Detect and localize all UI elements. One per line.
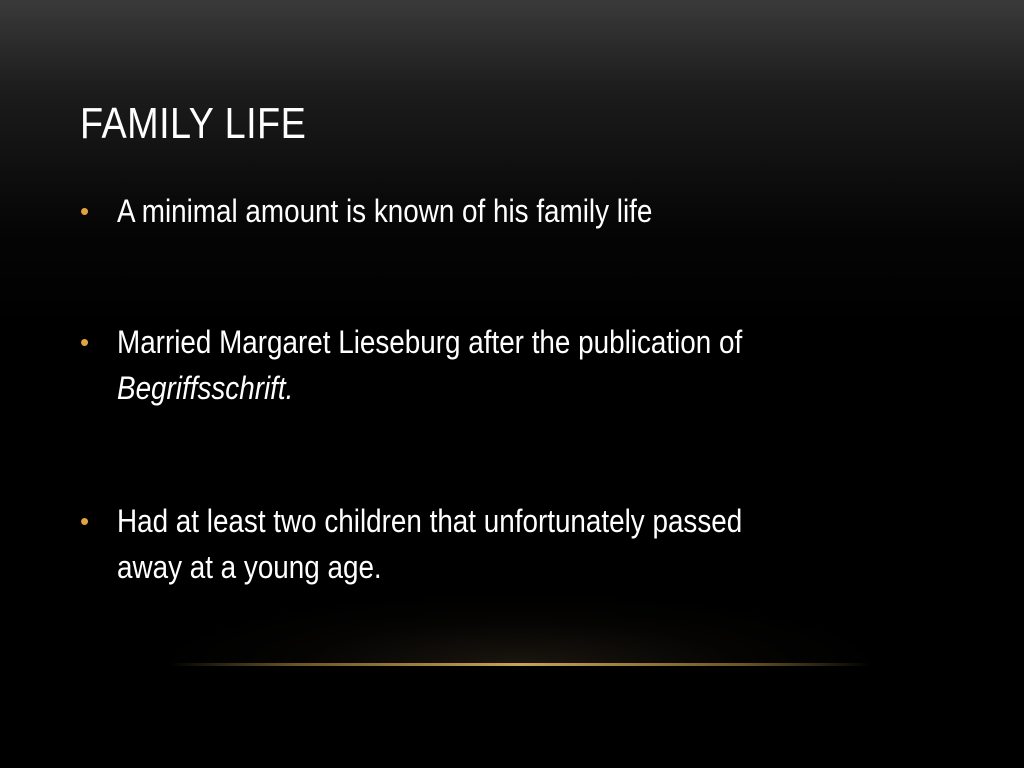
bullet-text-line: Married Margaret Lieseburg after the publication of — [117, 324, 743, 360]
bullet-marker: • — [80, 196, 90, 226]
bullet-text-line: away at a young age. — [117, 549, 382, 585]
bullet-marker: • — [80, 327, 90, 357]
bullet-text — [117, 319, 865, 411]
bullet-text-line: A minimal amount is known of his family life — [117, 193, 653, 229]
bullet-text-italic-line: Begriffsschrift. — [117, 370, 294, 406]
slide-title: FAMILY LIFE — [80, 99, 307, 148]
bullet-text-line: Had at least two children that unfortunately passed — [117, 503, 743, 539]
gold-divider-line — [170, 663, 870, 666]
decorative-glow — [170, 596, 870, 666]
bullet-text — [117, 498, 865, 590]
bullet-marker: • — [80, 506, 90, 536]
bullet-text — [117, 188, 865, 234]
